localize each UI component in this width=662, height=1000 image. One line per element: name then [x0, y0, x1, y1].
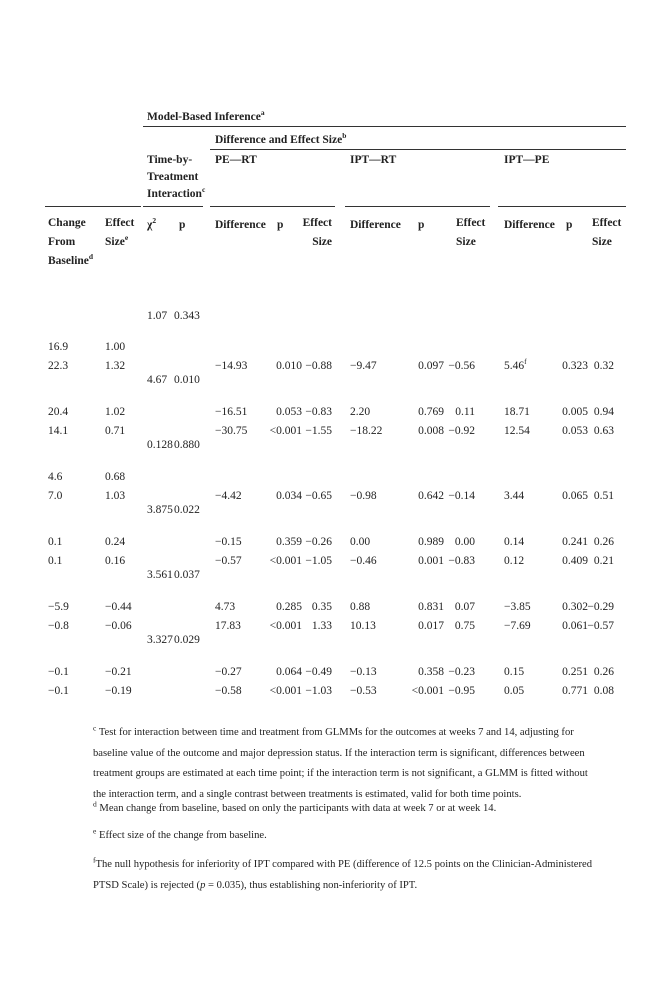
rule-ipt-pe: [498, 206, 626, 207]
cell-es: 0.16: [105, 555, 126, 567]
cell-p3: 0.241: [562, 536, 588, 548]
cell-e3: 0.21: [593, 555, 614, 567]
rule-left: [45, 206, 141, 207]
cell-chi: 4.67: [147, 374, 168, 386]
cell-es: −0.21: [105, 666, 132, 678]
cell-es: 1.00: [105, 341, 126, 353]
time-by-heading-3: Interaction$^c$: [147, 185, 206, 200]
cell-d3: 0.12: [504, 555, 525, 567]
cell-p: 0.029: [174, 634, 200, 646]
cell-chi: 0.128: [147, 439, 173, 451]
cell-d2: 0.00: [350, 536, 371, 548]
cell-e3: 0.94: [593, 406, 614, 418]
cell-p2: 0.017: [418, 620, 444, 632]
cell-d1: −0.27: [215, 666, 242, 678]
cell-d3: 5.46$^f$: [504, 357, 527, 372]
cell-d2: 0.88: [350, 601, 371, 613]
col-p-3: p: [566, 219, 573, 231]
rule-interaction: [143, 206, 203, 207]
cell-e3: 0.32: [593, 360, 614, 372]
cell-d1: −16.51: [215, 406, 248, 418]
col-effect-size-1b: Size: [312, 236, 332, 248]
cell-e1: −1.05: [305, 555, 332, 567]
col-difference-2: Difference: [350, 219, 401, 231]
ipt-rt-heading: IPT—RT: [350, 154, 397, 166]
cell-e2: 0.00: [454, 536, 475, 548]
col-p-1: p: [277, 219, 284, 231]
cell-d3: 12.54: [504, 425, 530, 437]
col-effect-1: Effect: [105, 217, 135, 229]
cell-e1: 1.33: [311, 620, 332, 632]
cell-change: 14.1: [48, 425, 69, 437]
cell-change: 7.0: [48, 490, 63, 502]
cell-p1: 0.285: [276, 601, 302, 613]
cell-d3: 18.71: [504, 406, 530, 418]
cell-change: 16.9: [48, 341, 69, 353]
cell-es: 0.24: [105, 536, 126, 548]
cell-d2: −0.98: [350, 490, 377, 502]
footnote-f: $^f$The null hypothesis for inferiority of IPT compared with PE (difference of 12.5 points on the Clinician-Administered PTSD Scale) is rejected (p = 0.035), thus establishing non-inferiority of IPT.: [93, 855, 593, 891]
cell-e1: −1.55: [305, 425, 332, 437]
cell-p2: 0.008: [418, 425, 444, 437]
cell-e2: 0.75: [454, 620, 475, 632]
cell-p: 0.037: [174, 569, 200, 581]
cell-es: −0.44: [105, 601, 132, 613]
cell-p2: 0.358: [418, 666, 444, 678]
footnote-d: $^d$ Mean change from baseline, based on only the participants with data at week 7 or at week 14.: [93, 799, 497, 814]
col-effect-size-3b: Size: [592, 236, 612, 248]
cell-e1: −0.49: [305, 666, 332, 678]
ipt-pe-heading: IPT—PE: [504, 154, 550, 166]
cell-p2: 0.831: [418, 601, 444, 613]
cell-change: −0.8: [48, 620, 69, 632]
cell-e3: 0.63: [593, 425, 614, 437]
cell-p1: <0.001: [269, 685, 302, 697]
cell-p: 0.010: [174, 374, 200, 386]
cell-es: 1.02: [105, 406, 126, 418]
cell-p2: <0.001: [411, 685, 444, 697]
cell-p2: 0.001: [418, 555, 444, 567]
cell-chi: 3.561: [147, 569, 173, 581]
cell-d1: −4.42: [215, 490, 242, 502]
cell-e2: 0.11: [455, 406, 475, 418]
cell-d1: −0.57: [215, 555, 242, 567]
cell-p3: 0.053: [562, 425, 588, 437]
cell-d3: 0.05: [504, 685, 525, 697]
model-inference-heading: Model-Based Inference$^a$: [147, 108, 265, 123]
cell-e2: 0.07: [454, 601, 475, 613]
cell-e3: 0.08: [593, 685, 614, 697]
cell-d1: −0.15: [215, 536, 242, 548]
cell-change: −5.9: [48, 601, 69, 613]
cell-es: −0.06: [105, 620, 132, 632]
cell-e2: −0.56: [448, 360, 475, 372]
cell-e2: −0.14: [448, 490, 475, 502]
cell-e3: −0.57: [587, 620, 614, 632]
diff-effect-heading: Difference and Effect Size$^b$: [215, 131, 347, 146]
cell-e1: −1.03: [305, 685, 332, 697]
cell-e2: −0.95: [448, 685, 475, 697]
cell-e3: 0.26: [593, 666, 614, 678]
rule-ipt-rt: [345, 206, 490, 207]
cell-d2: 10.13: [350, 620, 376, 632]
col-effect-size-2a: Effect: [456, 217, 486, 229]
cell-p1: 0.010: [276, 360, 302, 372]
col-effect-size-1a: Effect: [302, 217, 332, 229]
cell-change: 22.3: [48, 360, 69, 372]
cell-p2: 0.097: [418, 360, 444, 372]
cell-d2: −9.47: [350, 360, 377, 372]
cell-d2: 2.20: [350, 406, 371, 418]
cell-e1: −0.65: [305, 490, 332, 502]
cell-es: 0.71: [105, 425, 126, 437]
cell-e1: 0.35: [311, 601, 332, 613]
col-difference-1: Difference: [215, 219, 266, 231]
cell-p1: 0.053: [276, 406, 302, 418]
cell-e2: −0.23: [448, 666, 475, 678]
col-difference-3: Difference: [504, 219, 555, 231]
cell-change: 20.4: [48, 406, 69, 418]
cell-p3: 0.065: [562, 490, 588, 502]
cell-d1: −0.58: [215, 685, 242, 697]
cell-p: 0.022: [174, 504, 200, 516]
cell-d2: −0.53: [350, 685, 377, 697]
col-change-1: Change: [48, 217, 86, 229]
cell-d3: −3.85: [504, 601, 531, 613]
cell-d2: −0.13: [350, 666, 377, 678]
rule-pe-rt: [210, 206, 335, 207]
col-chi-square: $\chi^2$: [147, 216, 157, 231]
cell-p3: 0.251: [562, 666, 588, 678]
cell-chi: 1.07: [147, 310, 168, 322]
cell-e3: 0.26: [593, 536, 614, 548]
cell-d1: 4.73: [215, 601, 236, 613]
cell-d3: 3.44: [504, 490, 525, 502]
cell-d1: 17.83: [215, 620, 241, 632]
cell-p3: 0.302: [562, 601, 588, 613]
cell-p2: 0.642: [418, 490, 444, 502]
cell-p2: 0.989: [418, 536, 444, 548]
cell-e3: −0.29: [587, 601, 614, 613]
cell-p3: 0.323: [562, 360, 588, 372]
cell-es: 0.68: [105, 471, 126, 483]
col-effect-2: Size$^e$: [105, 233, 129, 248]
cell-es: 1.03: [105, 490, 126, 502]
col-effect-size-3a: Effect: [592, 217, 622, 229]
rule-model-inference: [143, 126, 626, 127]
col-effect-size-2b: Size: [456, 236, 476, 248]
cell-p3: 0.409: [562, 555, 588, 567]
cell-e1: −0.26: [305, 536, 332, 548]
cell-p3: 0.771: [562, 685, 588, 697]
cell-d1: −14.93: [215, 360, 248, 372]
cell-d3: 0.15: [504, 666, 525, 678]
cell-d1: −30.75: [215, 425, 248, 437]
cell-e1: −0.88: [305, 360, 332, 372]
footnote-e: $^e$ Effect size of the change from baseline.: [93, 826, 267, 841]
col-change-3: Baseline$^d$: [48, 252, 94, 267]
col-p-interaction: p: [179, 219, 186, 231]
cell-chi: 3.875: [147, 504, 173, 516]
col-change-2: From: [48, 236, 76, 248]
cell-e1: −0.83: [305, 406, 332, 418]
cell-d2: −18.22: [350, 425, 383, 437]
time-by-heading-2: Treatment: [147, 171, 199, 183]
cell-change: −0.1: [48, 666, 69, 678]
col-p-2: p: [418, 219, 425, 231]
cell-p3: 0.061: [562, 620, 588, 632]
cell-d2: −0.46: [350, 555, 377, 567]
cell-p1: <0.001: [269, 425, 302, 437]
cell-p: 0.343: [174, 310, 200, 322]
cell-change: −0.1: [48, 685, 69, 697]
rule-diff-effect: [210, 149, 626, 150]
cell-es: −0.19: [105, 685, 132, 697]
cell-p1: <0.001: [269, 555, 302, 567]
cell-change: 0.1: [48, 536, 63, 548]
cell-p2: 0.769: [418, 406, 444, 418]
cell-p: 0.880: [174, 439, 200, 451]
cell-d3: 0.14: [504, 536, 525, 548]
cell-change: 4.6: [48, 471, 63, 483]
cell-p1: 0.034: [276, 490, 302, 502]
cell-chi: 3.327: [147, 634, 173, 646]
footnote-c: $^c$ Test for interaction between time and treatment from GLMMs for the outcomes at weeks 7 and 14, adjusting for baseline value of the outcome and major depression status. If the interaction term is significant, differences between treatment groups are estimated at each time point; if the interaction term is not significant, a GLMM is fitted without the interaction term, and a single contrast between treatments is estimated, valid for both time points.: [93, 723, 588, 800]
cell-es: 1.32: [105, 360, 126, 372]
cell-p3: 0.005: [562, 406, 588, 418]
cell-e2: −0.92: [448, 425, 475, 437]
cell-e3: 0.51: [593, 490, 614, 502]
cell-change: 0.1: [48, 555, 63, 567]
cell-e2: −0.83: [448, 555, 475, 567]
pe-rt-heading: PE—RT: [215, 154, 257, 166]
time-by-heading-1: Time-by-: [147, 154, 193, 166]
cell-p1: 0.064: [276, 666, 302, 678]
cell-p1: 0.359: [276, 536, 302, 548]
cell-p1: <0.001: [269, 620, 302, 632]
cell-d3: −7.69: [504, 620, 531, 632]
